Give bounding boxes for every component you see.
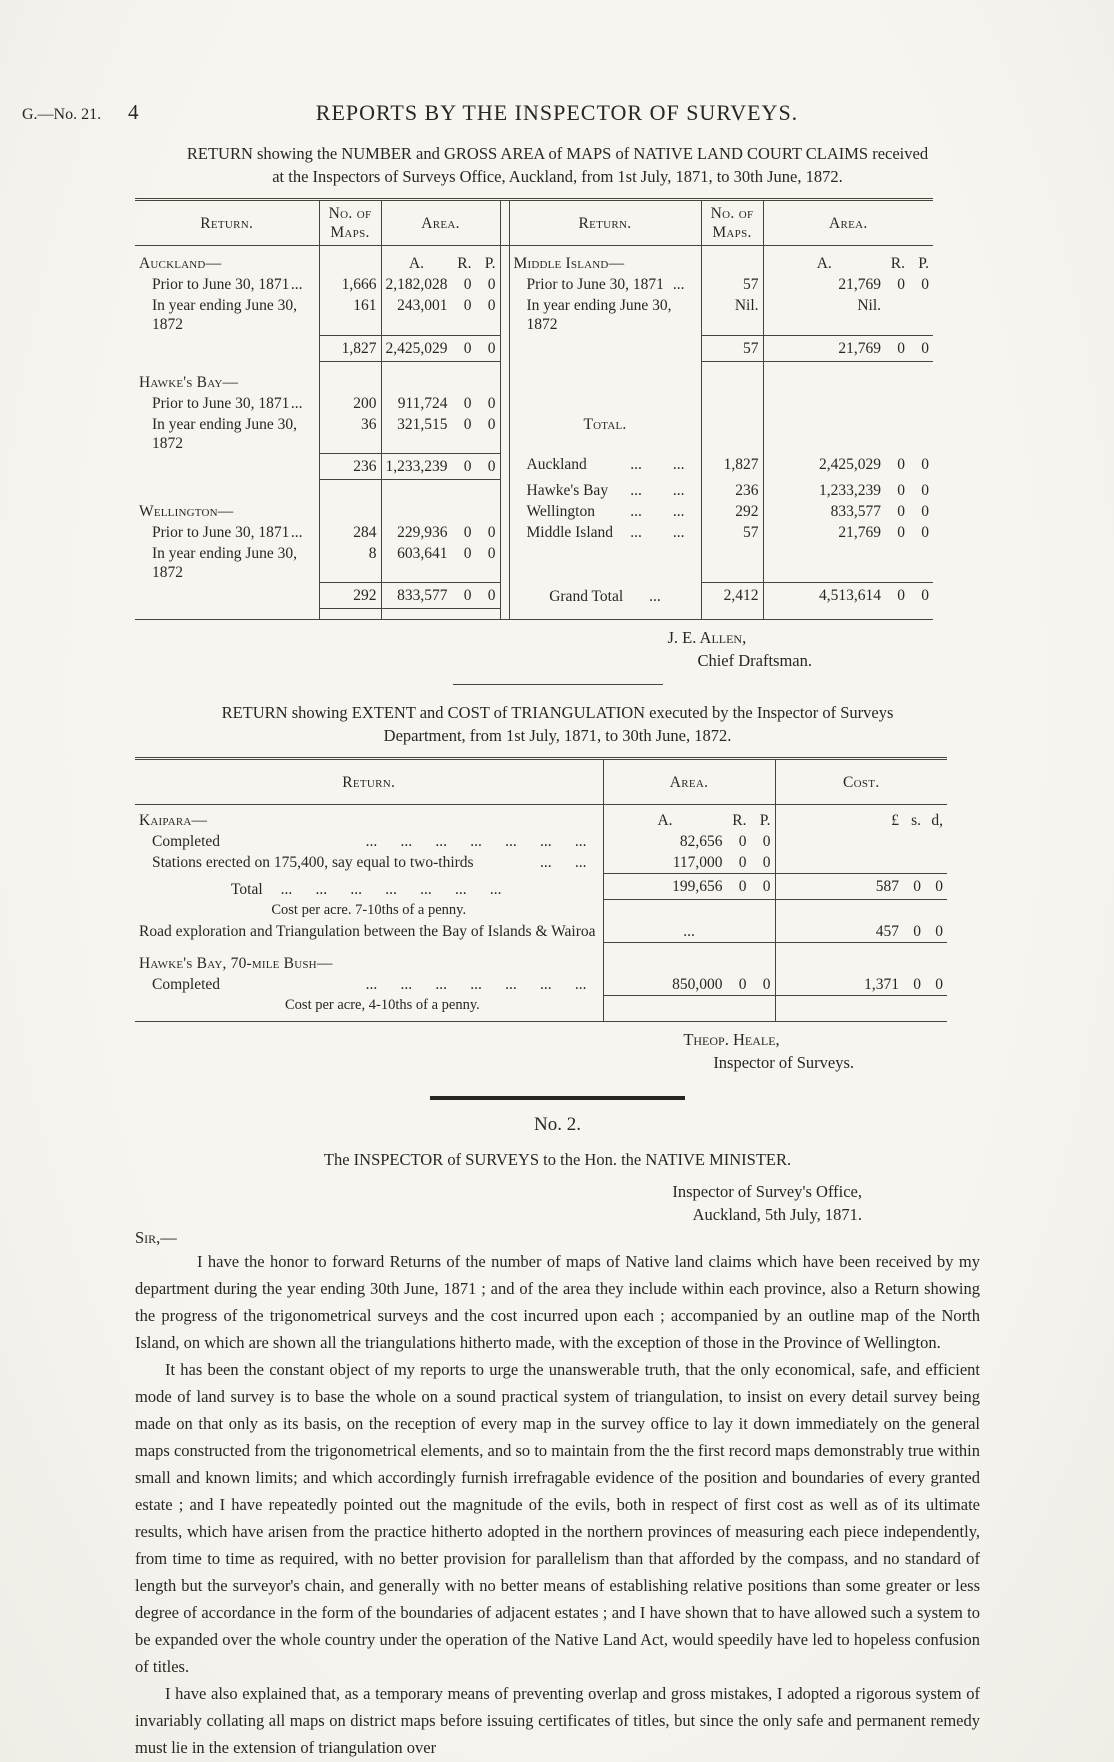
group-label-wellington: Wellington—	[139, 502, 234, 520]
signature-block-heale	[683, 1028, 854, 1074]
letter-paragraph-2: It has been the constant object of my reports to urge the unanswerable truth, that the only economical, safe, and efficient mode of land survey is to base the whole on a sound practical system of triangulation, to insist on every detail survey being made on that only as its basis, on the reception of every map in the survey office to lay it down immediately on the general maps constructed from the trigonometrical elements, and so to maintain from the the first record maps demonstrably true within small and known limits; and which accordingly furnish irrefragable evidence of the position and boundaries of every granted estate ; and I have repeatedly pointed out the magnitude of the evils, both in respect of first cost as well as of its ultimate results, which have arisen from the practice hitherto adopted in the northern provinces of measuring each piece independently, from time to time as required, with no better provision for parallelism than that afforded by the compass, and no standard of length but the surveyor's chain, and generally with no better means of establishing relative positions than some greater or less degree of accordance in the form of the boundaries of adjacent estates ; and I have shown that to have allowed such a system to be expanded over the whole country under the operation of the Native Land Act, would speedily have led to hopeless confusion of titles.	[135, 1360, 980, 1676]
table-divider	[500, 543, 509, 583]
spacer-cell	[319, 361, 381, 372]
row-label-text: Auckland	[526, 455, 587, 473]
area-roods: 0	[897, 276, 905, 293]
maps-cell: 57	[701, 522, 763, 543]
row-label	[135, 522, 319, 543]
grand-total-maps: 2,412	[701, 583, 763, 609]
area-acres: 1,233,239	[819, 481, 881, 499]
subtotal-maps: 1,827	[319, 335, 381, 361]
area-acres: 21,769	[838, 276, 881, 293]
row-label	[509, 335, 701, 361]
area-acres: 321,515	[397, 415, 448, 433]
area-roods: 0	[463, 339, 472, 357]
table-divider	[500, 480, 509, 501]
subtotal-area	[381, 583, 500, 609]
document-reference: G.—No. 21.	[22, 106, 102, 123]
area-perches	[905, 296, 929, 315]
page-content	[135, 142, 980, 1761]
cost-shillings: 0	[913, 878, 921, 895]
area-perches: 0	[921, 587, 929, 604]
spacer-cell	[319, 609, 381, 620]
cost-pence: 0	[935, 878, 943, 895]
return2-caption-line2: Department, from 1st July, 1871, to 30th June, 1872.	[383, 726, 732, 745]
signature-block-allen	[667, 626, 812, 672]
area-acres: 2,425,029	[819, 455, 881, 473]
unit-pence: d,	[931, 812, 943, 829]
area-roods: 0	[463, 276, 472, 293]
area-roods: 0	[738, 975, 747, 993]
maps-cell: 284	[319, 522, 381, 543]
dot-leader: ...	[290, 523, 303, 541]
subtotal-area	[763, 335, 933, 361]
spacer-cell	[603, 942, 775, 953]
dot-leader: ...	[290, 276, 303, 293]
subtotal-area	[381, 454, 500, 480]
table-divider	[500, 454, 509, 480]
unit-roods: R.	[890, 255, 905, 272]
area-acres: 911,724	[397, 394, 448, 412]
area-roods	[881, 296, 905, 315]
group-label-kaipara: Kaipara—	[139, 812, 208, 829]
maps-cell: 161	[319, 295, 381, 335]
area-acres: 82,656	[679, 833, 723, 850]
maps-cell: 57	[701, 274, 763, 295]
area-cell	[603, 953, 775, 974]
maps-cell: 1,827	[701, 454, 763, 480]
group-label-auckland: Auckland—	[139, 255, 222, 272]
row-label-text: Stations erected on 175,400, say equal to two-thirds	[152, 854, 474, 871]
cost-pounds: 457	[875, 922, 899, 940]
dot-leader: ... ... ... ... ... ... ...	[365, 833, 587, 850]
dot-leader: ...	[672, 276, 685, 293]
row-label-text: Middle Island	[526, 523, 614, 541]
area-cell	[763, 414, 933, 454]
maps-cell	[701, 414, 763, 454]
dot-leader: ... ...	[630, 481, 685, 499]
area-cell	[763, 522, 933, 543]
group-label-hawkes-bush: Hawke's Bay, 70-mile Bush—	[139, 954, 333, 972]
cost-cell	[775, 852, 947, 874]
area-perches: 0	[762, 975, 771, 993]
row-label	[135, 583, 319, 609]
area-cell	[603, 900, 775, 921]
col-header-area: Area.	[603, 759, 775, 805]
signatory-role: Chief Draftsman.	[697, 651, 812, 670]
area-perches: 0	[487, 276, 496, 293]
area-acres: 833,577	[830, 502, 881, 520]
table-divider	[500, 200, 509, 246]
area-roods: 0	[463, 523, 472, 541]
area-acres: 833,577	[397, 587, 448, 604]
page-title: REPORTS BY THE INSPECTOR OF SURVEYS.	[315, 100, 799, 125]
maps-cell: 236	[701, 480, 763, 501]
row-label	[135, 974, 603, 996]
area-roods: 0	[463, 544, 472, 562]
return1-caption-line2: at the Inspectors of Surveys Office, Auckland, from 1st July, 1871, to 30th June, 1872.	[272, 167, 843, 186]
area-acres: Nil.	[857, 297, 881, 314]
area-acres: 21,769	[838, 339, 881, 357]
area-cell	[603, 831, 775, 852]
row-label	[509, 372, 701, 393]
spacer-cell	[763, 609, 933, 620]
triangulation-table	[135, 757, 947, 1022]
area-perches: 0	[921, 455, 929, 473]
cost-shillings: 0	[913, 975, 921, 993]
maps-cell	[701, 372, 763, 393]
row-label-text: Prior to June 30, 1871	[152, 394, 290, 412]
col-header-maps-right: No. of Maps.	[701, 200, 763, 246]
letter-salutation: Sir,—	[135, 1228, 177, 1247]
unit-roods: R.	[732, 812, 747, 829]
area-roods: 0	[463, 394, 472, 412]
row-label	[135, 454, 319, 480]
letter-heading: The INSPECTOR of SURVEYS to the Hon. the NATIVE MINISTER.	[323, 1150, 792, 1169]
return2-caption-line1: RETURN showing EXTENT and COST of TRIANGULATION executed by the Inspector of Surveys	[221, 703, 894, 722]
cost-cell	[775, 900, 947, 921]
unit-perches: P.	[918, 255, 929, 272]
row-label	[509, 393, 701, 414]
area-perches: 0	[487, 415, 496, 433]
col-header-area-right: Area.	[763, 200, 933, 246]
cost-pence: 0	[935, 975, 943, 993]
area-roods: 0	[738, 833, 747, 850]
claims-table	[135, 198, 933, 620]
table-divider	[500, 501, 509, 522]
area-acres: 4,513,614	[819, 587, 881, 604]
maps-cell	[319, 480, 381, 501]
cost-cell	[775, 831, 947, 852]
area-perches: 0	[487, 523, 496, 541]
table-divider	[500, 246, 509, 275]
area-cell	[763, 454, 933, 480]
grand-total-area	[763, 583, 933, 609]
area-acres: 199,656	[672, 878, 723, 895]
row-label-text: Prior to June 30, 1871	[152, 276, 290, 293]
area-acres: 117,000	[672, 854, 723, 871]
row-label-text: Total	[231, 880, 263, 898]
unit-perches: P.	[484, 255, 496, 272]
area-cell	[381, 393, 500, 414]
area-cell	[763, 295, 933, 335]
table-divider	[500, 609, 509, 620]
col-header-return-left: Return.	[135, 200, 319, 246]
unit-roods: R.	[457, 255, 472, 272]
cost-cell	[775, 921, 947, 943]
area-cell	[763, 501, 933, 522]
row-label	[135, 480, 319, 501]
area-perches: 0	[921, 481, 929, 499]
area-perches: 0	[762, 878, 771, 895]
area-perches: 0	[921, 523, 929, 541]
letter-paragraph-3: I have also explained that, as a temporary means of preventing overlap and gross mistakes, I adopted a rigorous system of invariably collating all maps on district maps before issuing certificates of titles, but since the only safe and permanent remedy must lie in the extension of triangulation over	[135, 1684, 980, 1757]
area-roods: 0	[738, 878, 747, 895]
maps-cell: Nil.	[701, 295, 763, 335]
signatory-name: J. E. Allen,	[667, 628, 747, 647]
area-cell	[381, 295, 500, 335]
row-label: In year ending June 30, 1872	[526, 297, 672, 333]
group-label-middle-island: Middle Island—	[513, 255, 625, 272]
dot-leader: ... ... ... ... ... ... ...	[365, 975, 587, 993]
area-perches: 0	[487, 297, 496, 314]
area-perches: 0	[487, 587, 496, 604]
row-label: In year ending June 30, 1872	[152, 415, 298, 452]
table-divider	[500, 393, 509, 414]
cost-cell	[775, 995, 947, 1022]
area-acres: 243,001	[397, 297, 448, 314]
spacer-cell	[701, 609, 763, 620]
area-acres: 229,936	[397, 523, 448, 541]
spacer-cell	[135, 609, 319, 620]
spacer-cell	[509, 361, 701, 372]
dot-leader: ... ...	[630, 455, 685, 473]
cost-cell	[775, 974, 947, 996]
area-units	[763, 246, 933, 275]
area-cell	[603, 974, 775, 996]
letter-address	[135, 1180, 980, 1226]
area-roods: 0	[463, 297, 472, 314]
area-perches: 0	[921, 502, 929, 520]
table-divider	[500, 274, 509, 295]
grand-total-label	[509, 583, 701, 609]
letter-paragraph-1: I have the honor to forward Returns of the number of maps of Native land claims which have been received by my department during the year ending 30th June, 1871 ; and of the area they include within each province, also a Return showing the progress of the trigonometrical surveys and the cost incurred upon each ; accompanied by an outline map of the North Island, on which are shown all the triangulations hitherto made, with the exception of those in the Province of Wellington.	[135, 1252, 980, 1352]
dot-leader: ...	[649, 587, 661, 605]
total-row-label	[509, 480, 701, 501]
maps-cell	[319, 246, 381, 275]
area-cell	[381, 274, 500, 295]
total-row-label	[509, 454, 701, 480]
cost-per-acre-note: Cost per acre, 4-10ths of a penny.	[285, 997, 480, 1013]
maps-cell	[701, 393, 763, 414]
maps-cell	[319, 501, 381, 522]
unit-perches: P.	[759, 812, 771, 829]
row-label	[135, 335, 319, 361]
area-acres: 603,641	[397, 544, 448, 562]
area-cell	[603, 995, 775, 1022]
area-cell	[763, 372, 933, 393]
cost-pounds: 587	[875, 878, 899, 895]
maps-cell	[701, 246, 763, 275]
cost-units	[775, 805, 947, 832]
signatory-name: Theop. Heale,	[683, 1030, 780, 1049]
spacer-cell	[509, 609, 701, 620]
spacer-cell	[701, 361, 763, 372]
row-label-text: Prior to June 30, 1871	[526, 276, 664, 293]
row-label-text: Hawke's Bay	[526, 481, 609, 499]
letter-divider-rule	[430, 1096, 685, 1100]
letter-number: No. 2.	[534, 1114, 581, 1135]
area-units	[603, 805, 775, 832]
area-perches: 0	[762, 833, 771, 850]
subtotal-area	[381, 335, 500, 361]
area-acres: 1,233,239	[385, 458, 448, 475]
spacer-cell	[381, 609, 500, 620]
area-perches: 0	[487, 544, 496, 562]
maps-cell	[319, 372, 381, 393]
total-row-label	[509, 501, 701, 522]
row-label	[509, 543, 701, 583]
area-cell	[763, 393, 933, 414]
address-office: Inspector of Survey's Office,	[672, 1182, 862, 1201]
area-cell	[381, 522, 500, 543]
spacer-cell	[135, 361, 319, 372]
area-acres: 850,000	[672, 975, 723, 993]
subtotal-maps: 57	[701, 335, 763, 361]
unit-acres: A.	[816, 255, 832, 272]
table-divider	[500, 295, 509, 335]
area-roods: 0	[897, 339, 905, 357]
row-label-text: Wellington	[526, 502, 595, 520]
row-label-text: Completed	[152, 833, 221, 850]
row-label-text: Grand Total	[549, 587, 624, 605]
dot-leader: ... ...	[540, 854, 587, 871]
dot-leader: ...	[290, 394, 303, 412]
area-roods: 0	[897, 481, 905, 499]
area-cell	[381, 414, 500, 454]
area-roods: 0	[738, 854, 747, 871]
area-cell	[603, 852, 775, 874]
maps-cell: 200	[319, 393, 381, 414]
total-block-title: Total.	[583, 415, 627, 433]
area-cell	[763, 480, 933, 501]
area-roods: 0	[463, 587, 472, 604]
dot-leader: ... ...	[630, 502, 685, 520]
area-roods: 0	[897, 502, 905, 520]
area-acres: 2,182,028	[385, 276, 448, 293]
row-label	[135, 831, 603, 852]
col-header-maps-left: No. of Maps.	[319, 200, 381, 246]
total-cost-cell	[775, 874, 947, 900]
table-divider	[500, 361, 509, 372]
area-cell	[381, 372, 500, 393]
maps-cell: 292	[701, 501, 763, 522]
cost-shillings: 0	[913, 922, 921, 940]
signatory-role: Inspector of Surveys.	[713, 1053, 854, 1072]
row-label: In year ending June 30, 1872	[152, 297, 298, 333]
spacer-cell	[763, 361, 933, 372]
table-divider	[500, 522, 509, 543]
page-number: 4	[128, 100, 139, 124]
maps-cell: 8	[319, 543, 381, 583]
area-roods: 0	[463, 415, 472, 433]
row-label	[509, 274, 701, 295]
area-roods: 0	[897, 587, 905, 604]
area-perches: 0	[487, 339, 496, 357]
col-header-return: Return.	[135, 759, 603, 805]
return2-caption	[135, 701, 980, 747]
return1-caption-line1: RETURN showing the NUMBER and GROSS AREA of MAPS of NATIVE LAND COURT CLAIMS received	[186, 144, 929, 163]
subtotal-maps: 236	[319, 454, 381, 480]
cost-pence: 0	[935, 922, 943, 940]
cost-cell	[775, 953, 947, 974]
dot-leader: ... ...	[630, 523, 685, 541]
area-perches: 0	[762, 854, 771, 871]
group-label-hawkes-bay: Hawke's Bay—	[139, 373, 239, 391]
area-acres: 2,425,029	[385, 339, 448, 357]
table-divider	[500, 414, 509, 454]
area-roods: 0	[897, 455, 905, 473]
area-perches: 0	[487, 394, 496, 412]
unit-acres: A.	[657, 812, 673, 829]
area-cell	[381, 480, 500, 501]
area-perches: 0	[921, 276, 929, 293]
table-divider	[500, 372, 509, 393]
area-perches: 0	[921, 339, 929, 357]
row-label	[135, 852, 603, 874]
col-header-cost: Cost.	[775, 759, 947, 805]
area-perches: 0	[487, 458, 496, 475]
spacer-cell	[775, 942, 947, 953]
maps-cell: 36	[319, 414, 381, 454]
unit-acres: A.	[408, 255, 425, 272]
cost-per-acre-note: Cost per acre. 7-10ths of a penny.	[271, 901, 467, 918]
maps-cell: 1,666	[319, 274, 381, 295]
cost-pounds: 1,371	[864, 975, 899, 993]
area-roods: 0	[897, 523, 905, 541]
dot-leader: ... ... ... ... ... ... ...	[280, 880, 502, 898]
area-units	[381, 246, 500, 275]
unit-pounds: £	[891, 812, 899, 829]
unit-shillings: s.	[911, 812, 921, 829]
total-row-label	[509, 522, 701, 543]
subtotal-maps: 292	[319, 583, 381, 609]
col-header-area-left: Area.	[381, 200, 500, 246]
area-cell: ...	[603, 921, 775, 943]
return1-caption	[135, 142, 980, 188]
table-divider	[500, 583, 509, 609]
total-area-cell	[603, 874, 775, 900]
row-label	[135, 393, 319, 414]
maps-cell	[701, 543, 763, 583]
area-acres: 21,769	[838, 523, 881, 541]
address-date: Auckland, 5th July, 1871.	[692, 1205, 862, 1224]
area-cell	[763, 543, 933, 583]
spacer-cell	[381, 361, 500, 372]
area-cell	[381, 501, 500, 522]
area-roods: 0	[463, 458, 472, 475]
row-label-text: Completed	[152, 975, 221, 993]
col-header-return-right: Return.	[509, 200, 701, 246]
area-cell	[763, 274, 933, 295]
spacer-cell	[135, 942, 603, 953]
section-divider-rule	[453, 684, 663, 685]
row-label	[135, 274, 319, 295]
row-label: Road exploration and Triangulation between the Bay of Islands & Wairoa	[139, 922, 596, 940]
area-cell	[381, 543, 500, 583]
row-label-text: Prior to June 30, 1871	[152, 523, 290, 541]
row-label: In year ending June 30, 1872	[152, 544, 298, 581]
total-row-label	[135, 874, 603, 900]
table-divider	[500, 335, 509, 361]
